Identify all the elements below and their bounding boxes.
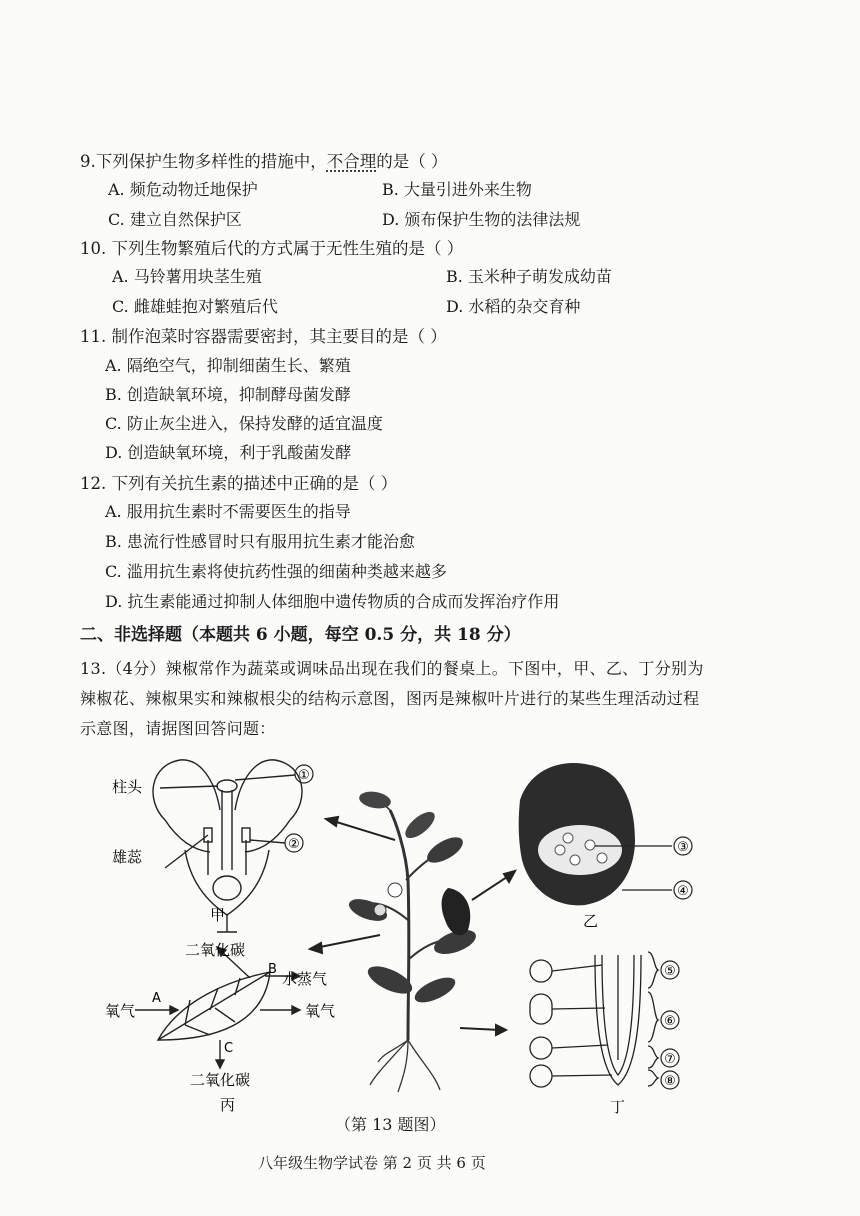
q9-prefix: 9.下列保护生物多样性的措施中， [80, 152, 327, 171]
q9-option-d: D. 颁布保护生物的法律法规 [382, 210, 581, 229]
q11-option-a: A. 隔绝空气，抑制细菌生长、繁殖 [105, 356, 351, 375]
q11-option-b: B. 创造缺氧环境，抑制酵母菌发酵 [105, 385, 351, 404]
label-stigma: 柱头 [112, 778, 143, 796]
pepper-plant [346, 789, 479, 1092]
label-A: A [152, 991, 161, 1006]
label-stamen: 雄蕊 [112, 848, 143, 866]
q13-line-2: 辣椒花、辣椒果实和辣椒根尖的结构示意图，图丙是辣椒叶片进行的某些生理活动过程 [80, 689, 700, 708]
page-footer: 八年级生物学试卷 第 2 页 共 6 页 [258, 1154, 486, 1172]
root-tip-diagram [530, 952, 658, 1087]
arrows [310, 817, 515, 1035]
question-10-stem: 10. 下列生物繁殖后代的方式属于无性生殖的是（ ） [80, 239, 464, 258]
caption-bing: 丙 [220, 1096, 236, 1114]
question-11-stem: 11. 制作泡菜时容器需要密封，其主要目的是（ ） [80, 327, 447, 346]
q11-option-c: C. 防止灰尘进入，保持发酵的适宜温度 [105, 414, 383, 433]
label-1: ① [298, 768, 310, 783]
caption-yi: 乙 [583, 912, 599, 930]
q13-line-3: 示意图，请据图回答问题： [80, 719, 276, 738]
label-5: ⑤ [664, 964, 676, 979]
q11-option-d: D. 创造缺氧环境，利于乳酸菌发酵 [105, 443, 352, 462]
figure-caption: （第 13 题图） [335, 1115, 446, 1134]
fruit-diagram [519, 763, 672, 905]
caption-jia: 甲 [210, 906, 226, 924]
question-9-stem [80, 148, 448, 172]
label-o2-left: 氧气 [105, 1002, 136, 1020]
label-6: ⑥ [664, 1014, 676, 1029]
q9-suffix: 的是（ ） [376, 152, 448, 171]
pepper-figure [90, 740, 730, 1120]
q12-option-a: A. 服用抗生素时不需要医生的指导 [105, 502, 351, 521]
label-3: ③ [677, 840, 689, 855]
q9-option-c: C. 建立自然保护区 [108, 210, 242, 229]
label-2: ② [288, 837, 300, 852]
section-2-heading: 二、非选择题（本题共 6 小题，每空 0.5 分，共 18 分） [80, 625, 521, 645]
flower-diagram [153, 760, 302, 932]
q10-option-b: B. 玉米种子萌发成幼苗 [446, 267, 612, 286]
label-4: ④ [677, 884, 689, 899]
q12-option-c: C. 滥用抗生素将使抗药性强的细菌种类越来越多 [105, 562, 447, 581]
q12-option-d: D. 抗生素能通过抑制人体细胞中遗传物质的合成而发挥治疗作用 [105, 592, 560, 611]
q9-option-b: B. 大量引进外来生物 [382, 180, 532, 199]
label-water-vapor: 水蒸气 [282, 970, 328, 988]
label-o2-right: 氧气 [305, 1002, 336, 1020]
label-co2-bottom: 二氧化碳 [190, 1071, 251, 1089]
label-8: ⑧ [664, 1074, 676, 1089]
q13-line-1: 13.（4分）辣椒常作为蔬菜或调味品出现在我们的餐桌上。下图中，甲、乙、丁分别为 [80, 659, 704, 678]
label-co2-top: 二氧化碳 [185, 941, 246, 959]
caption-ding: 丁 [610, 1098, 626, 1116]
q9-emphasis: 不合理 [326, 152, 377, 171]
q9-option-a: A. 频危动物迁地保护 [108, 180, 258, 199]
q12-option-b: B. 患流行性感冒时只有服用抗生素才能治愈 [105, 532, 415, 551]
question-12-stem: 12. 下列有关抗生素的描述中正确的是（ ） [80, 474, 398, 493]
label-7: ⑦ [664, 1052, 676, 1067]
label-B: B [268, 962, 277, 977]
q10-option-c: C. 雌雄蛙抱对繁殖后代 [112, 297, 278, 316]
q10-option-a: A. 马铃薯用块茎生殖 [112, 267, 262, 286]
q10-option-d: D. 水稻的杂交育种 [446, 297, 581, 316]
label-C: C [224, 1041, 234, 1056]
